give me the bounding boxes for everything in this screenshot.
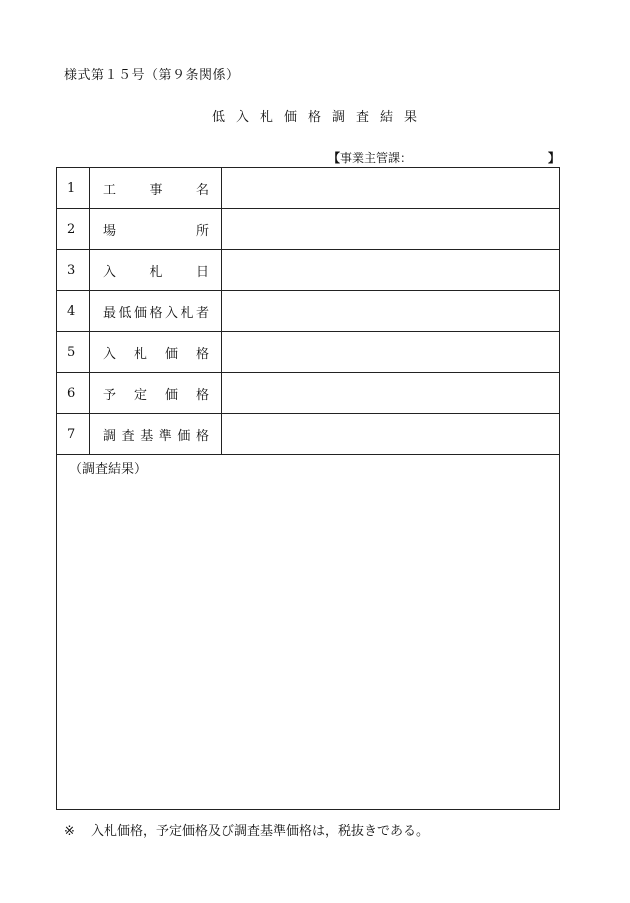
row-label: 場所 — [103, 223, 209, 239]
row-label-cell — [90, 373, 222, 414]
value-cell-construction-name[interactable] — [222, 168, 560, 209]
result-label: （調査結果） — [69, 462, 148, 477]
form-number: 様式第１５号（第９条関係） — [64, 68, 240, 83]
value-cell-lowest-bidder[interactable] — [222, 291, 560, 332]
table-row — [57, 168, 560, 209]
department-close-bracket: 】 — [547, 151, 560, 165]
row-number: 7 — [57, 414, 90, 455]
department-open-bracket: 【 — [328, 151, 341, 165]
note-text: 入札価格，予定価格及び調査基準価格は，税抜きである。 — [91, 824, 430, 839]
row-label-cell — [90, 332, 222, 373]
table-row — [57, 209, 560, 250]
row-number: 3 — [57, 250, 90, 291]
result-row — [57, 455, 560, 810]
value-cell-location[interactable] — [222, 209, 560, 250]
row-label-cell — [90, 291, 222, 332]
row-number: 5 — [57, 332, 90, 373]
table-row — [57, 332, 560, 373]
note-mark: ※ — [64, 824, 75, 839]
row-label-cell — [90, 209, 222, 250]
row-label-cell — [90, 414, 222, 455]
department-line — [328, 149, 560, 167]
row-label: 入札日 — [103, 264, 209, 280]
value-cell-investigation-standard-price[interactable] — [222, 414, 560, 455]
value-cell-bid-price[interactable] — [222, 332, 560, 373]
row-label: 入札価格 — [103, 346, 209, 362]
page-title: 低入札価格調査結果 — [211, 110, 428, 125]
row-label: 工事名 — [103, 182, 209, 198]
result-cell[interactable] — [57, 455, 560, 810]
table-row — [57, 291, 560, 332]
department-label: 事業主管課： — [340, 151, 413, 165]
table-row — [57, 250, 560, 291]
row-label-cell — [90, 168, 222, 209]
row-label: 予定価格 — [103, 387, 209, 403]
row-number: 4 — [57, 291, 90, 332]
row-number: 2 — [57, 209, 90, 250]
row-number: 6 — [57, 373, 90, 414]
row-label: 調査基準価格 — [103, 428, 209, 444]
table-row — [57, 373, 560, 414]
row-label-cell — [90, 250, 222, 291]
value-cell-estimated-price[interactable] — [222, 373, 560, 414]
table-row — [57, 414, 560, 455]
row-number: 1 — [57, 168, 90, 209]
value-cell-bid-date[interactable] — [222, 250, 560, 291]
row-label: 最低価格入札者 — [103, 305, 209, 321]
form-table — [56, 167, 560, 810]
footnote — [64, 820, 429, 839]
